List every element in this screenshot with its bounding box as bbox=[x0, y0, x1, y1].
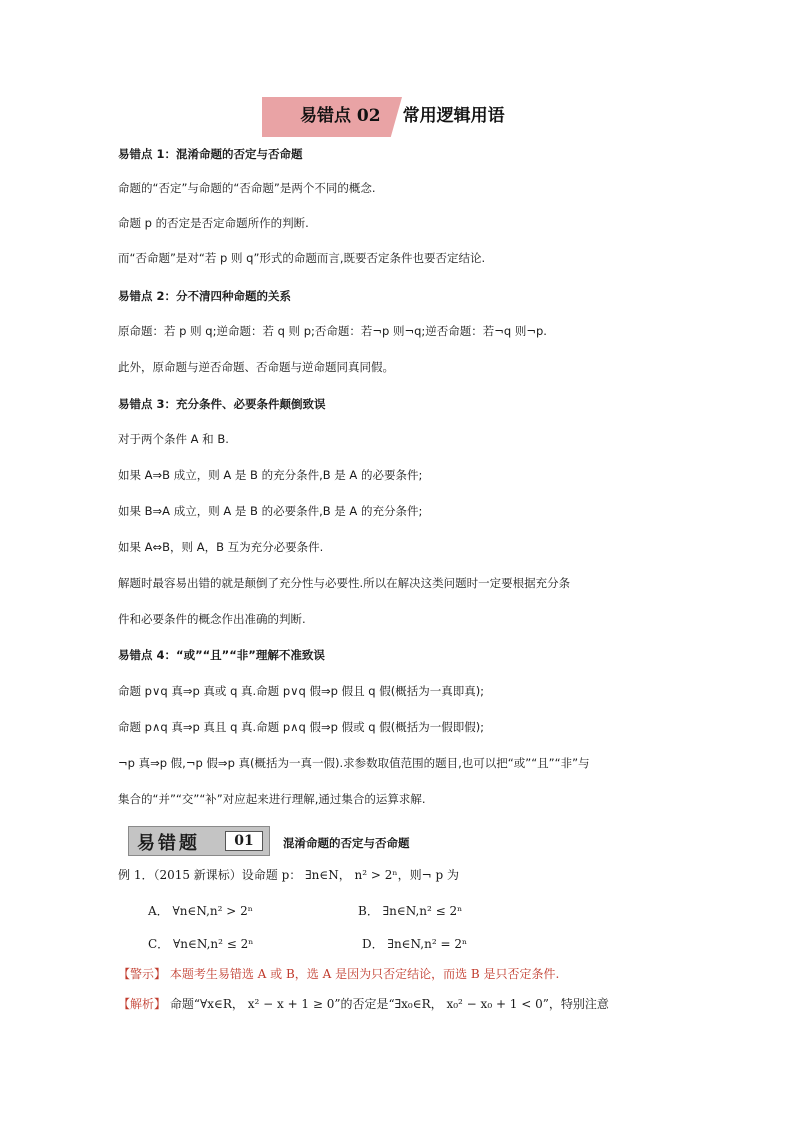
title-name: 常用逻辑用语 bbox=[402, 106, 505, 126]
section3-line-4: 如果 A⇔B，则 A，B 互为充分必要条件. bbox=[118, 540, 324, 554]
section3-line-6: 件和必要条件的概念作出准确的判断. bbox=[118, 612, 306, 626]
warning-tag: 【警示】 bbox=[118, 967, 167, 981]
section1-line-1: 命题的“否定”与命题的“否命题”是两个不同的概念. bbox=[118, 181, 376, 195]
section4-line-2: 命题 p∧q 真⇒p 真且 q 真.命题 p∧q 假⇒p 假或 q 假(概括为一假即假); bbox=[118, 720, 485, 734]
badge-label: 混淆命题的否定与否命题 bbox=[283, 836, 410, 850]
section3-line-1: 对于两个条件 A 和 B. bbox=[118, 432, 229, 446]
section1-line-2: 命题 p 的否定是否定命题所作的判断. bbox=[118, 216, 309, 230]
section3-line-3: 如果 B⇒A 成立，则 A 是 B 的必要条件,B 是 A 的充分条件; bbox=[118, 504, 423, 518]
section3-line-2: 如果 A⇒B 成立，则 A 是 B 的充分条件,B 是 A 的必要条件; bbox=[118, 468, 423, 482]
section3-line-5: 解题时最容易出错的就是颠倒了充分性与必要性.所以在解决这类问题时一定要根据充分条 bbox=[118, 576, 571, 590]
option-b: B． ∃n∈N,n² ≤ 2ⁿ bbox=[358, 904, 463, 918]
warning-text: 本题考生易错选 A 或 B，选 A 是因为只否定结论，而选 B 是只否定条件. bbox=[169, 967, 560, 981]
title-code: 易错点 02 bbox=[300, 106, 381, 126]
section3-heading: 易错点 3：充分条件、必要条件颠倒致误 bbox=[118, 397, 326, 411]
warning-line bbox=[118, 965, 559, 982]
badge-text: 易错题 bbox=[137, 833, 200, 854]
analysis-tag: 【解析】 bbox=[118, 997, 167, 1011]
error-question-badge bbox=[128, 826, 270, 856]
section1-line-3: 而“否命题”是对“若 p 则 q”形式的命题而言,既要否定条件也要否定结论. bbox=[118, 251, 486, 265]
section4-line-4: 集合的“并”“交”“补”对应起来进行理解,通过集合的运算求解. bbox=[118, 792, 426, 806]
option-d: D． ∃n∈N,n² = 2ⁿ bbox=[362, 937, 468, 951]
option-a: A． ∀n∈N,n² > 2ⁿ bbox=[148, 904, 253, 918]
section4-line-3: ¬p 真⇒p 假,¬p 假⇒p 真(概括为一真一假).求参数取值范围的题目,也可以把“或”“且”“非”与 bbox=[118, 756, 590, 770]
page-title bbox=[262, 97, 532, 137]
option-c: C． ∀n∈N,n² ≤ 2ⁿ bbox=[148, 937, 254, 951]
example-stem: 例 1．（2015 新课标）设命题 p： ∃n∈N， n² > 2ⁿ，则¬ p 为 bbox=[118, 868, 459, 882]
section1-heading: 易错点 1：混淆命题的否定与否命题 bbox=[118, 147, 303, 161]
badge-number: 01 bbox=[225, 831, 263, 851]
section4-heading: 易错点 4：“或”“且”“非”理解不准致误 bbox=[118, 648, 325, 662]
section2-line-1: 原命题：若 p 则 q;逆命题：若 q 则 p;否命题：若¬p 则¬q;逆否命题：若¬q 则¬p. bbox=[118, 324, 547, 338]
analysis-line bbox=[118, 995, 609, 1012]
section4-line-1: 命题 p∨q 真⇒p 真或 q 真.命题 p∨q 假⇒p 假且 q 假(概括为一真即真); bbox=[118, 684, 485, 698]
section2-heading: 易错点 2：分不清四种命题的关系 bbox=[118, 289, 292, 303]
section2-line-2: 此外，原命题与逆否命题、否命题与逆命题同真同假。 bbox=[118, 360, 394, 374]
analysis-text: 命题“∀x∈R， x² − x + 1 ≥ 0”的否定是“∃x₀∈R， x₀² − x₀ + 1 < 0”，特别注意 bbox=[169, 997, 609, 1011]
